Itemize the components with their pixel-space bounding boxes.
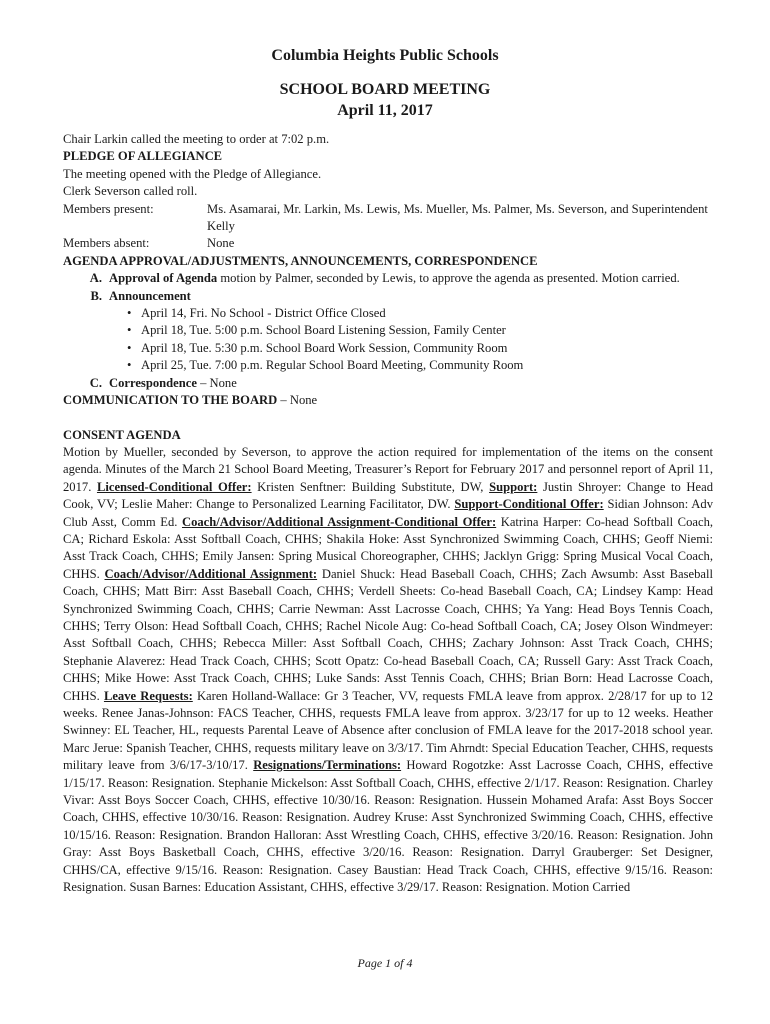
- roll-call: Clerk Severson called roll.: [63, 184, 198, 199]
- approval-of-agenda-title: Approval of Agenda: [109, 271, 218, 286]
- communication-heading: COMMUNICATION TO THE BOARD: [63, 393, 278, 408]
- agenda-item-b-mark: B.: [90, 288, 102, 303]
- members-present-label: Members present:: [63, 201, 154, 216]
- list-item: • April 18, Tue. 5:00 p.m. School Board Listening Session, Family Center: [127, 322, 713, 339]
- communication-text: – None: [277, 393, 318, 408]
- agenda-item-a-text: [109, 270, 713, 287]
- agenda-item-b: [63, 288, 713, 305]
- section-spacer: [63, 410, 713, 427]
- list-item: • April 14, Fri. No School - District Office Closed: [127, 305, 713, 322]
- pledge-heading: PLEDGE OF ALLEGIANCE: [63, 149, 223, 164]
- bullet-icon: •: [127, 358, 132, 373]
- agenda-heading: AGENDA APPROVAL/ADJUSTMENTS, ANNOUNCEMENTS, CORRESPONDENCE: [63, 253, 538, 268]
- licensed-conditional-offer-label: Licensed-Conditional Offer:: [96, 479, 252, 494]
- meeting-title: SCHOOL BOARD MEETING: [279, 81, 491, 98]
- communication-section: [63, 392, 713, 409]
- members-present-value: Ms. Asamarai, Mr. Larkin, Ms. Lewis, Ms. Mueller, Ms. Palmer, Ms. Severson, and Superintendent Kelly: [207, 201, 708, 234]
- bullet-icon: •: [127, 323, 132, 338]
- organization-name: Columbia Heights Public Schools: [271, 47, 499, 64]
- meeting-date: April 11, 2017: [337, 102, 433, 119]
- list-item: • April 18, Tue. 5:30 p.m. School Board Work Session, Community Room: [127, 340, 713, 357]
- coach-assignment-label: Coach/Advisor/Additional Assignment:: [104, 566, 318, 581]
- coach-conditional-offer-label: Coach/Advisor/Additional Assignment-Conditional Offer:: [181, 514, 497, 529]
- leave-requests-label: Leave Requests:: [103, 688, 193, 703]
- agenda-item-a: [63, 270, 713, 287]
- correspondence-text: – None: [196, 375, 237, 390]
- agenda-item-a-mark: A.: [89, 271, 102, 286]
- members-absent-value: None: [207, 236, 235, 251]
- correspondence-title: Correspondence: [109, 375, 197, 390]
- page-number: Page 1 of 4: [357, 956, 413, 970]
- announcement-title: Announcement: [109, 288, 191, 303]
- agenda-item-c-mark: C.: [89, 375, 102, 390]
- bullet-icon: •: [127, 340, 132, 355]
- consent-agenda-paragraph: Motion by Mueller, seconded by Severson, to approve the action required for implementation of the items on the consent agenda. Minutes of the March 21 School Board Meeting, Treasurer’s Report for February 2017 and personnel report of April 11, 2017. Licensed-Conditional Offer: Kristen Senftner: Building Substitute, DW, Support: Justin Shroyer: Change to Head Cook, VV; Leslie Maher: Change to Personalized Learning Facilitator, DW. Support-Conditional Offer: Sidian Johnson: Adv Club Asst, Comm Ed. Coach/Advisor/Additional Assignment-Conditional Offer: Katrina Harper: Co-head Softball Coach, CA; Richard Eskola: Asst Softball Coach, CHHS; Shakila Hoke: Asst Synchronized Swimming Coach, CHHS; Geoff Niemi: Asst Track Coach, CHHS; Emily Jansen: Spring Musical Choreographer, CHHS; Jacklyn Grigg: Spring Musical Vocal Coach, CHHS. Coach/Advisor/Additional Assignment: Daniel Shuck: Head Baseball Coach, CHHS; Zach Awsumb: Asst Baseball Coach, CHHS; Matt Birr: Asst Baseball Coach, CHHS; Verdell Sheets: Co-head Baseball Coach, CA; Lindsey Kamp: Head Synchronized Swimming Coach, CHHS; Carrie Newman: Asst Lacrosse Coach, CHHS; Ya Yang: Head Boys Tennis Coach, CHHS; Terry Olson: Head Softball Coach, CHHS; Rachel Nicole Aug: Co-head Softball Coach, CA; Josey Olson Windmeyer: Asst Softball Coach, CHHS; Rebecca Miller: Asst Softball Coach, CHHS; Zachary Johnson: Asst Track Coach, CHHS; Stephanie Alaverez: Head Track Coach, CHHS; Scott Opatz: Co-head Baseball Coach, CA; Russell Gary: Asst Track Coach, CHHS; Mike Howe: Asst Track Coach, CHHS; Luke Sands: Asst Tennis Coach, CHHS; Brian Born: Head Lacrosse Coach, CHHS. Leave Requests: Karen Holland-Wallace: Gr 3 Teacher, VV, requests FMLA leave from approx. 2/28/17 for up to 12 weeks. Renee Janas-Johnson: FACS Teacher, CHHS, requests FMLA leave from approx. 3/23/17 for up to 12 weeks. Heather Swinney: EL Teacher, HL, requests Parental Leave of Absence after conclusion of FMLA leave for the 2017-2018 school year. Marc Jerue: Spanish Teacher, CHHS, requests military leave on 3/3/17. Tim Ahrndt: Special Education Teacher, CHHS, requests military leave from 3/6/17-3/10/17. Resignations/Terminations: Howard Rogotzke: Asst Lacrosse Coach, CHHS, effective 1/15/17. Reason: Resignation. Stephanie Mickelson: Asst Softball Coach, CHHS, effective 2/1/17. Reason: Resignation. Charley Vivar: Asst Boys Soccer Coach, CHHS, effective 10/30/16. Reason: Resignation. Hussein Mohamed Arafa: Asst Boys Soccer Coach, CHHS, effective 10/30/16. Reason: Resignation. Audrey Kruse: Asst Synchronized Swimming Coach, CHHS, effective 10/15/16. Reason: Resignation. Brandon Halloran: Asst Wrestling Coach, CHHS, effective 3/20/16. Reason: Resignation. John Gray: Asst Boys Basketball Coach, CHHS, effective 3/20/16. Reason: Resignation. Darryl Grauberger: Set Designer, CHHS/CA, effective 9/15/16. Reason: Resignation. Casey Baustian: Head Track Coach, CHHS, effective 9/15/16. Reason: Resignation. Susan Barnes: Education Assistant, CHHS, effective 3/29/17. Reason: Resignation. Motion Carried: [63, 444, 714, 895]
- members-present-row: [63, 201, 713, 236]
- agenda-item-c-text: [109, 375, 713, 392]
- support-label: Support:: [489, 479, 538, 494]
- announcement-list: [63, 305, 713, 375]
- agenda-item-c: [63, 375, 713, 392]
- support-conditional-offer-label: Support-Conditional Offer:: [454, 497, 604, 512]
- members-absent-row: [63, 235, 713, 252]
- pledge-text: The meeting opened with the Pledge of Allegiance.: [63, 166, 322, 181]
- consent-agenda-heading: CONSENT AGENDA: [63, 427, 181, 442]
- minutes-body: [63, 131, 713, 896]
- resignations-label: Resignations/Terminations:: [253, 758, 402, 773]
- approval-of-agenda-text: motion by Palmer, seconded by Lewis, to approve the agenda as presented. Motion carried.: [217, 271, 680, 286]
- list-item: • April 25, Tue. 7:00 p.m. Regular School Board Meeting, Community Room: [127, 357, 713, 374]
- bullet-icon: •: [127, 306, 132, 321]
- members-absent-label: Members absent:: [63, 236, 150, 251]
- call-to-order: Chair Larkin called the meeting to order at 7:02 p.m.: [63, 132, 330, 146]
